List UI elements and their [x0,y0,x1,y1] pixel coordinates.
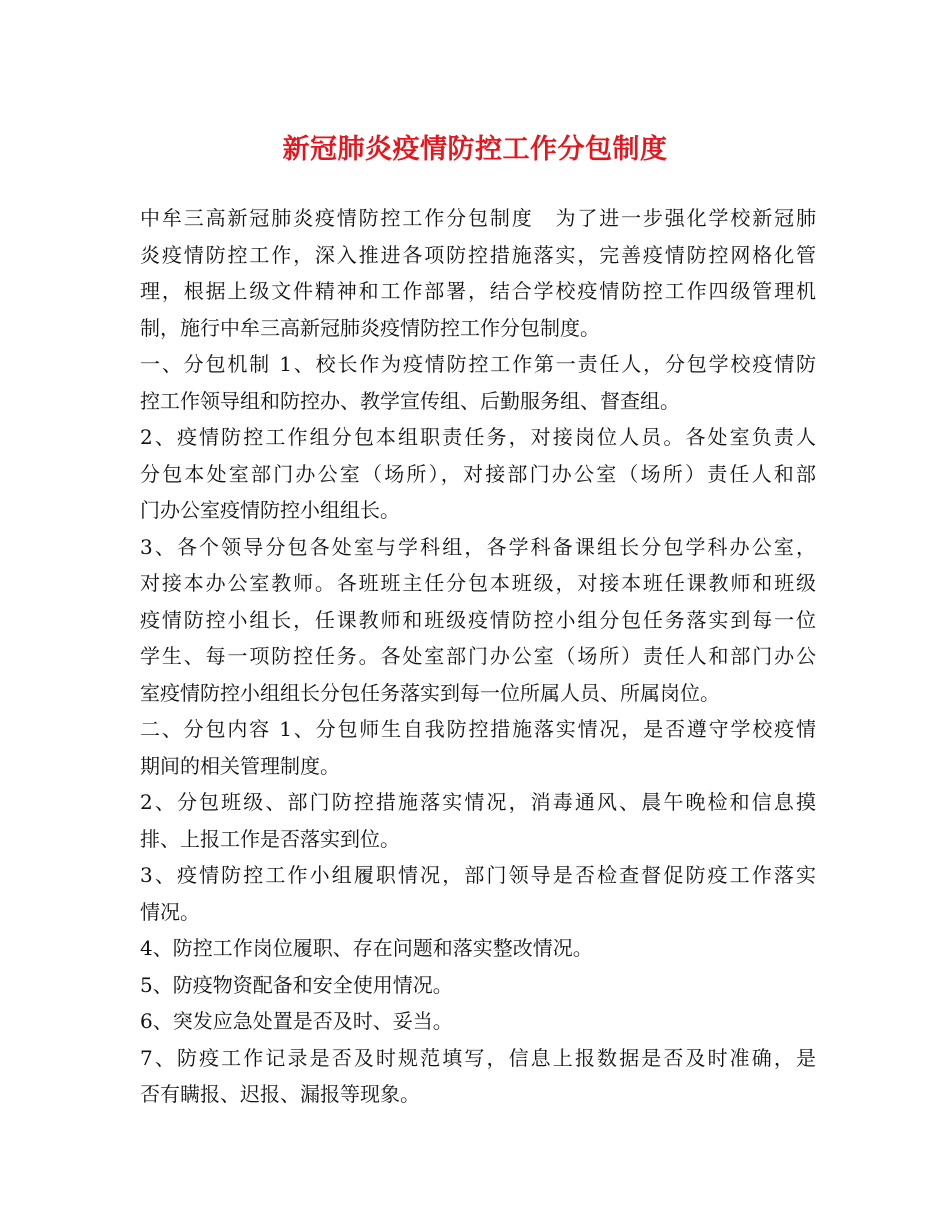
body-line: 一、分包机制 1、校长作为疫情防控工作第一责任人，分包学校疫情防 [140,352,816,376]
body-line: 二、分包内容 1、分包师生自我防控措施落实情况，是否遵守学校疫情 [140,717,816,741]
body-line: 理，根据上级文件精神和工作部署，结合学校疫情防控工作四级管理机 [140,279,816,303]
body-line: 期间的相关管理制度。 [140,753,340,778]
body-line: 2、分包班级、部门防控措施落实情况，消毒通风、晨午晚检和信息摸 [140,790,816,814]
body-line: 5、防疫物资配备和安全使用情况。 [140,972,453,997]
document-body [140,200,816,1113]
body-line: 门办公室疫情防控小组组长。 [140,498,400,522]
body-line: 3、疫情防控工作小组履职情况，部门领导是否检查督促防疫工作落实 [140,863,816,887]
body-line: 学生、每一项防控任务。各处室部门办公室（场所）责任人和部门办公 [140,644,816,668]
body-line: 中牟三高新冠肺炎疫情防控工作分包制度 为了进一步强化学校新冠肺 [140,206,816,230]
body-line: 排、上报工作是否落实到位。 [140,826,400,851]
body-line: 疫情防控小组长，任课教师和班级疫情防控小组分包任务落实到每一位 [140,607,816,632]
body-line: 6、突发应急处置是否及时、妥当。 [140,1009,453,1033]
body-line: 对接本办公室教师。各班班主任分包本班级，对接本班任课教师和班级 [140,571,816,595]
body-line: 控工作领导组和防控办、教学宣传组、后勤服务组、督查组。 [140,388,680,413]
body-line: 制，施行中牟三高新冠肺炎疫情防控工作分包制度。 [140,315,600,340]
document-title: 新冠肺炎疫情防控工作分包制度 [282,134,668,165]
body-line: 情况。 [140,899,200,924]
body-line: 否有瞒报、迟报、漏报等现象。 [140,1082,420,1106]
body-line: 2、疫情防控工作组分包本组职责任务，对接岗位人员。各处室负责人 [140,425,816,449]
body-line: 7、防疫工作记录是否及时规范填写，信息上报数据是否及时准确，是 [140,1045,816,1070]
body-line: 3、各个领导分包各处室与学科组，各学科备课组长分包学科办公室， [140,534,816,559]
body-line: 4、防控工作岗位履职、存在问题和落实整改情况。 [140,936,593,960]
body-line: 炎疫情防控工作，深入推进各项防控措施落实，完善疫情防控网格化管 [140,242,816,267]
body-line: 分包本处室部门办公室（场所），对接部门办公室（场所）责任人和部 [140,461,816,486]
body-line: 室疫情防控小组组长分包任务落实到每一位所属人员、所属岗位。 [140,680,720,705]
